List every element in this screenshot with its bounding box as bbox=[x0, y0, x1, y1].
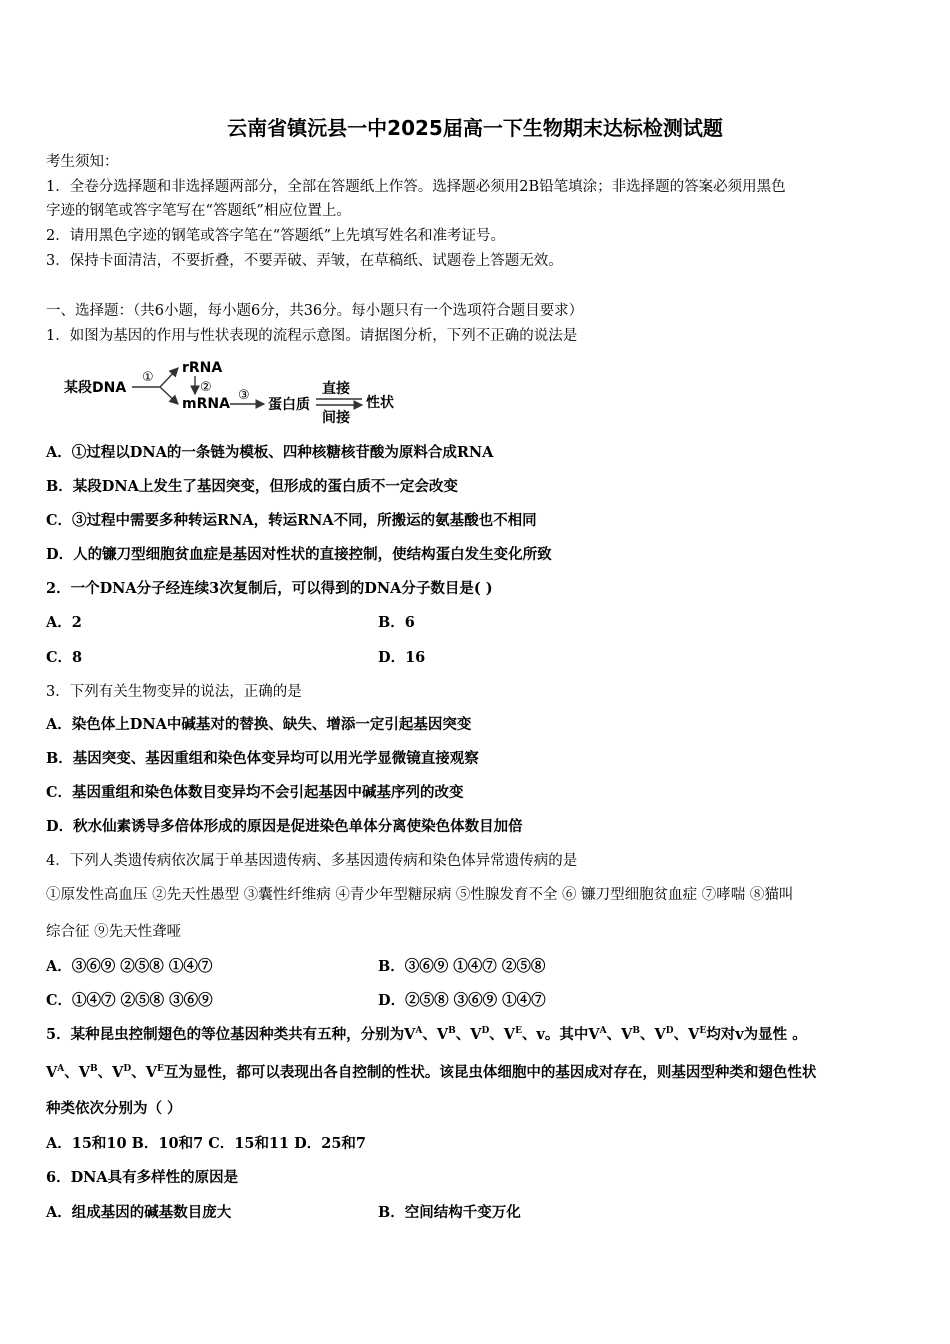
notice-heading: 考生须知： bbox=[46, 154, 119, 170]
q4-option-c: C．①④⑦ ②⑤⑧ ③⑥⑨ bbox=[46, 992, 213, 1009]
diagram-step-3: ③ bbox=[238, 388, 250, 403]
q2-option-a: A．2 bbox=[46, 614, 82, 631]
diagram-step-1: ① bbox=[142, 370, 154, 385]
q5-stem-line1: 5．某种昆虫控制翅色的等位基因种类共有五种，分别为$V^A$、$V^B$、$V^D$、$V^E$、v。其中$V^A$、$V^B$、$V^D$、$V^E$均对v为显性 。 bbox=[46, 1026, 807, 1043]
q5-stem-mid: 。其中 bbox=[544, 1026, 589, 1043]
diagram-indirect-label: 间接 bbox=[322, 410, 350, 426]
arrow-to-mrna bbox=[160, 387, 178, 404]
diagram-rrna-label: rRNA bbox=[182, 360, 223, 376]
diagram-mrna-label: mRNA bbox=[182, 396, 230, 412]
q5-stem-line2-text: 互为显性，都可以表现出各自控制的性状。该昆虫体细胞中的基因成对存在，则基因型种类和翅色性状 bbox=[163, 1064, 817, 1081]
notice-item-1-cont: 字迹的钢笔或答字笔写在“答题纸”相应位置上。 bbox=[46, 203, 351, 219]
arrow-to-rrna bbox=[160, 368, 178, 387]
diagram-trait-label: 性状 bbox=[366, 395, 394, 411]
gene-expression-diagram bbox=[62, 354, 408, 430]
q4-disease-list: ①原发性高血压 ②先天性愚型 ③囊性纤维病 ④青少年型糖尿病 ⑤性腺发育不全 ⑥ 镰刀型细胞贫血症 ⑦哮喘 ⑧猫叫 bbox=[46, 887, 794, 903]
q4-disease-list-cont: 综合征 ⑨先天性聋哑 bbox=[46, 924, 182, 940]
notice-item-3: 3．保持卡面清洁，不要折叠，不要弄破、弄皱，在草稿纸、试题卷上答题无效。 bbox=[46, 253, 563, 269]
q2-stem: 2．一个DNA分子经连续3次复制后，可以得到的DNA分子数目是( ) bbox=[46, 580, 493, 597]
q2-option-d: D．16 bbox=[378, 649, 426, 666]
q2-option-c: C．8 bbox=[46, 649, 83, 666]
q6-option-a: A．组成基因的碱基数目庞大 bbox=[46, 1204, 232, 1221]
q3-option-a: A．染色体上DNA中碱基对的替换、缺失、增添一定引起基因突变 bbox=[46, 716, 472, 733]
q3-option-c: C．基因重组和染色体数目变异均不会引起基因中碱基序列的改变 bbox=[46, 784, 464, 801]
page-title: 云南省镇沅县一中2025届高一下生物期末达标检测试题 bbox=[227, 116, 723, 140]
q3-option-b: B．基因突变、基因重组和染色体变异均可以用光学显微镜直接观察 bbox=[46, 750, 479, 767]
q1-option-c: C．③过程中需要多种转运RNA，转运RNA不同，所搬运的氨基酸也不相同 bbox=[46, 512, 537, 529]
q3-stem: 3．下列有关生物变异的说法，正确的是 bbox=[46, 684, 302, 700]
q1-option-d: D．人的镰刀型细胞贫血症是基因对性状的直接控制，使结构蛋白发生变化所致 bbox=[46, 546, 552, 563]
q1-option-b: B．某段DNA上发生了基因突变，但形成的蛋白质不一定会改变 bbox=[46, 478, 458, 495]
q1-stem: 1．如图为基因的作用与性状表现的流程示意图。请据图分析，下列不正确的说法是 bbox=[46, 328, 578, 344]
notice-item-2: 2．请用黑色字迹的钢笔或答字笔在“答题纸”上先填写姓名和准考证号。 bbox=[46, 228, 506, 244]
q3-option-d: D．秋水仙素诱导多倍体形成的原因是促进染色单体分离使染色体数目加倍 bbox=[46, 818, 523, 835]
q6-option-b: B．空间结构千变万化 bbox=[378, 1204, 521, 1221]
diagram-step-2: ② bbox=[200, 380, 212, 395]
q4-option-d: D．②⑤⑧ ③⑥⑨ ①④⑦ bbox=[378, 992, 546, 1009]
section-heading: 一、选择题：（共6小题，每小题6分，共36分。每小题只有一个选项符合题目要求） bbox=[46, 303, 584, 319]
q2-option-b: B．6 bbox=[378, 614, 415, 631]
q4-option-b: B．③⑥⑨ ①④⑦ ②⑤⑧ bbox=[378, 958, 546, 975]
notice-item-1: 1．全卷分选择题和非选择题两部分，全部在答题纸上作答。选择题必须用2B铅笔填涂；非选择题的答案必须用黑色 bbox=[46, 179, 786, 195]
q5-stem-line2: $V^A$、$V^B$、$V^D$、$V^E$互为显性，都可以表现出各自控制的性状。该昆虫体细胞中的基因成对存在，则基因型种类和翅色性状 bbox=[46, 1064, 817, 1081]
q4-option-a: A．③⑥⑨ ②⑤⑧ ①④⑦ bbox=[46, 958, 213, 975]
q6-stem: 6．DNA具有多样性的原因是 bbox=[46, 1169, 239, 1186]
q1-option-a: A．①过程以DNA的一条链为模板、四种核糖核苷酸为原料合成RNA bbox=[46, 444, 494, 461]
q5-stem-suffix: 均对v为显性 。 bbox=[706, 1026, 807, 1043]
q5-stem-prefix: 5．某种昆虫控制翅色的等位基因种类共有五种，分别为 bbox=[46, 1026, 405, 1043]
q5-options: A．15和10 B．10和7 C．15和11 D．25和7 bbox=[46, 1135, 367, 1152]
diagram-direct-label: 直接 bbox=[322, 381, 350, 397]
q5-stem-line3: 种类依次分别为（ ） bbox=[46, 1100, 182, 1117]
q4-stem: 4．下列人类遗传病依次属于单基因遗传病、多基因遗传病和染色体异常遗传病的是 bbox=[46, 853, 578, 869]
diagram-protein-label: 蛋白质 bbox=[268, 397, 310, 413]
diagram-dna-label: 某段DNA bbox=[64, 380, 127, 396]
